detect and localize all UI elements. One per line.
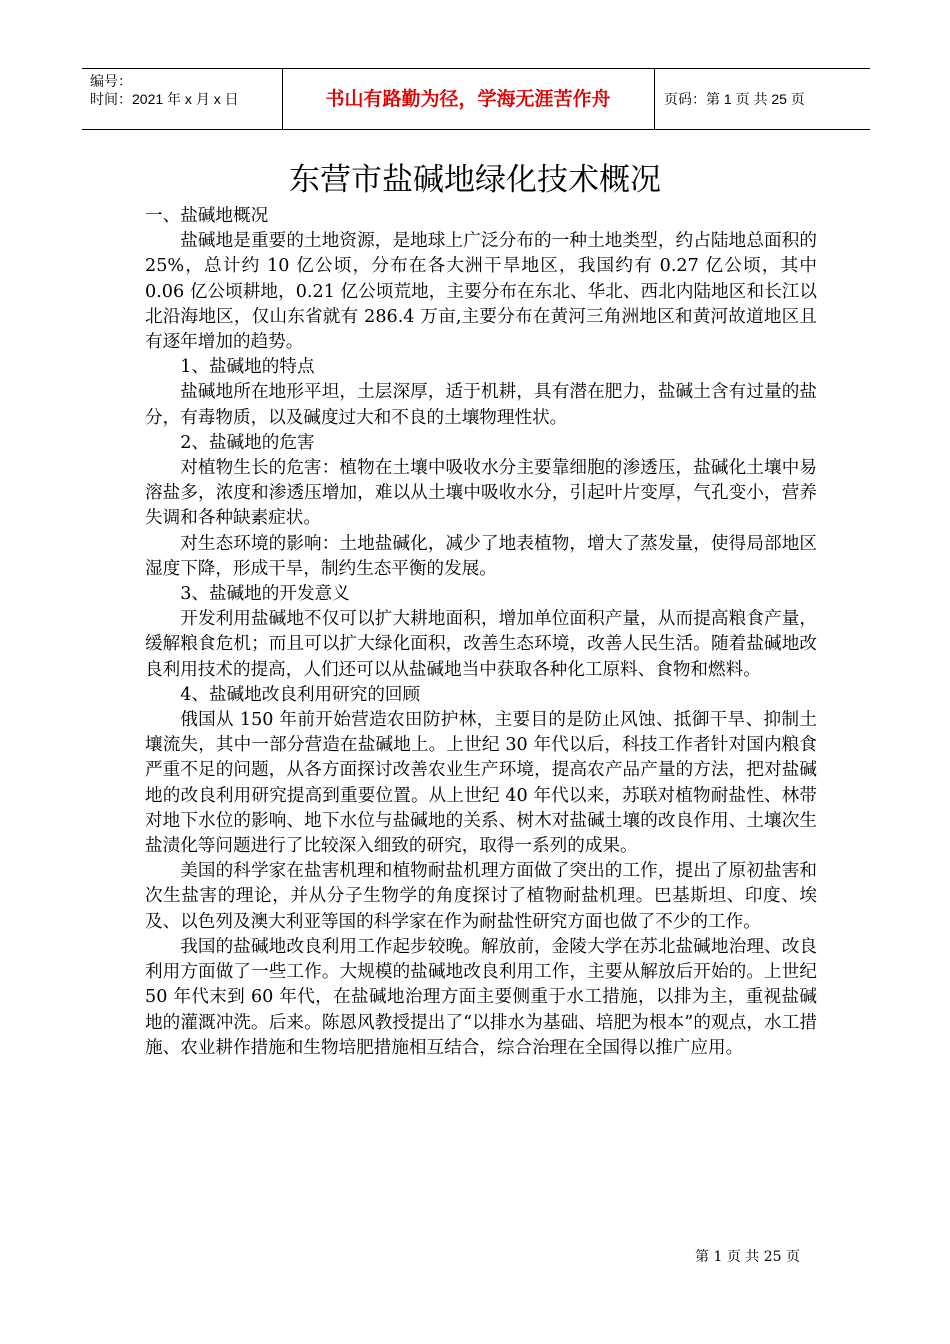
- body-paragraph: 开发利用盐碱地不仅可以扩大耕地面积，增加单位面积产量，从而提高粮食产量，缓解粮食危机；而且可以扩大绿化面积，改善生态环境，改善人民生活。随着盐碱地改良利用技术的提高，人们还可以从盐碱地当中获取各种化工原料、食物和燃料。: [145, 609, 817, 680]
- body-paragraph: 对植物生长的危害：植物在土壤中吸收水分主要靠细胞的渗透压，盐碱化土壤中易溶盐多，浓度和渗透压增加，难以从土壤中吸收水分，引起叶片变厚，气孔变小，营养失调和各种缺素症状。: [145, 458, 817, 529]
- document-body: [145, 204, 817, 1061]
- body-paragraph: 盐碱地所在地形平坦，土层深厚，适于机耕，具有潜在肥力，盐碱土含有过量的盐分，有毒物质，以及碱度过大和不良的土壤物理性状。: [145, 382, 817, 428]
- section-heading: 一、盐碱地概况: [145, 206, 269, 226]
- subsection-heading: 2、盐碱地的危害: [180, 432, 315, 453]
- header-meta-cell: [82, 69, 283, 129]
- body-paragraph: 盐碱地是重要的土地资源，是地球上广泛分布的一种土地类型，约占陆地总面积的 25%，总计约 10 亿公顷，分布在各大洲干旱地区，我国约有 0.27 亿公顷，其中 0.06 亿公顷耕地，0.21 亿公顷荒地，主要分布在东北、华北、西北内陆地区和长江以北沿海地区，仅山东省就有 286.4 万亩,主要分布在黄河三角洲地区和黄河故道地区且有逐年增加的趋势。: [145, 231, 817, 353]
- body-paragraph: 我国的盐碱地改良利用工作起步较晚。解放前，金陵大学在苏北盐碱地治理、改良利用方面做了一些工作。大规模的盐碱地改良利用工作，主要从解放后开始的。上世纪 50 年代末到 60 年代，在盐碱地治理方面主要侧重于水工措施，以排为主，重视盐碱地的灌溉冲洗。后来。陈恩风教授提出了“以排水为基础、培肥为根本”的观点，水工措施、农业耕作措施和生物培肥措施相互结合，综合治理在全国得以推广应用。: [145, 936, 817, 1058]
- subsection-heading: 3、盐碱地的开发意义: [180, 584, 350, 605]
- page-info: 页码：第 1 页 共 25 页: [664, 91, 805, 107]
- header-table: [82, 68, 870, 130]
- motto: 书山有路勤为径，学海无涯苦作舟: [282, 69, 655, 129]
- subsection-heading: 4、盐碱地改良利用研究的回顾: [180, 684, 421, 705]
- subsection-heading: 1、盐碱地的特点: [180, 357, 315, 378]
- document-title: 东营市盐碱地绿化技术概况: [289, 162, 661, 198]
- time-label: 时间：2021 年 x 月 x 日: [90, 91, 239, 107]
- body-paragraph: 俄国从 150 年前开始营造农田防护林，主要目的是防止风蚀、抵御干旱、抑制土壤流失，其中一部分营造在盐碱地上。上世纪 30 年代以后，科技工作者针对国内粮食严重不足的问题，从各方面探讨改善农业生产环境，提高农产品产量的方法，把对盐碱地的改良利用研究提高到重要位置。从上世纪 40 年代以来，苏联对植物耐盐性、林带对地下水位的影响、地下水位与盐碱地的关系、树木对盐碱土壤的改良作用、土壤次生盐渍化等问题进行了比较深入细致的研究，取得一系列的成果。: [145, 710, 817, 857]
- body-paragraph: 美国的科学家在盐害机理和植物耐盐机理方面做了突出的工作，提出了原初盐害和次生盐害的理论，并从分子生物学的角度探讨了植物耐盐机理。巴基斯坦、印度、埃及、以色列及澳大利亚等国的科学家在作为耐盐性研究方面也做了不少的工作。: [145, 861, 817, 932]
- body-paragraph: 对生态环境的影响：土地盐碱化，减少了地表植物，增大了蒸发量，使得局部地区湿度下降，形成干旱，制约生态平衡的发展。: [145, 533, 817, 579]
- number-label: 编号：: [90, 73, 132, 89]
- page-footer: 第 1 页 共 25 页: [695, 1249, 800, 1265]
